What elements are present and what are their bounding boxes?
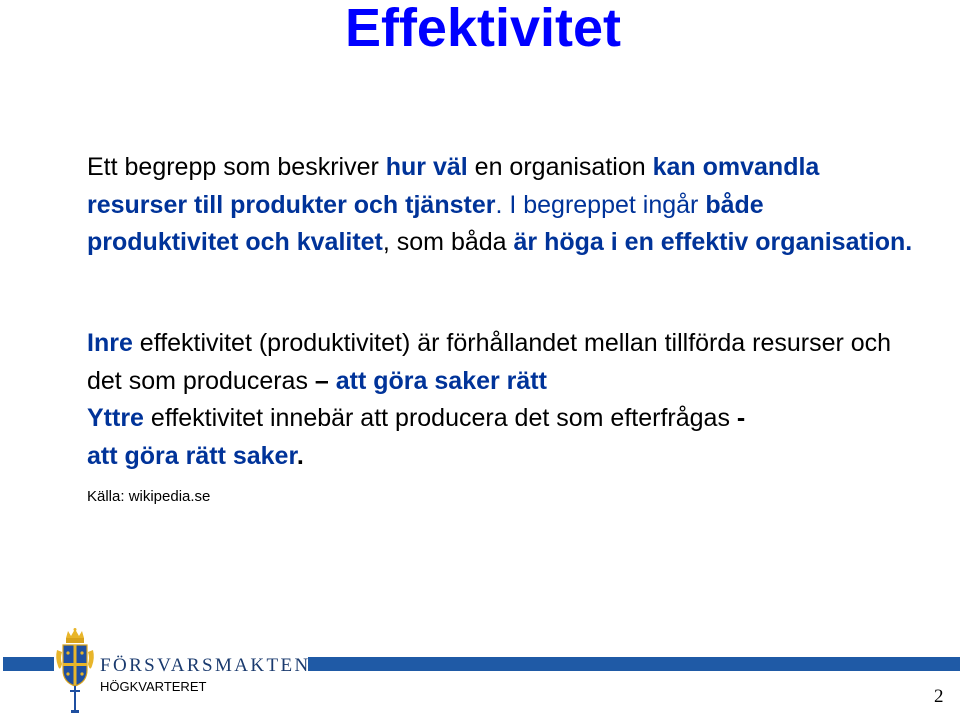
highlight-text: är höga i en effektiv organisation. (513, 228, 913, 256)
text-segment: effektivitet (produktivitet) är förhållandet mellan tillförda resurser och det som produceras (87, 329, 892, 395)
paragraph-inner-outer (87, 325, 917, 475)
source-citation: Källa: wikipedia.se (87, 488, 211, 505)
text-segment: Ett begrepp som beskriver (87, 153, 386, 181)
text-segment: , som båda (382, 228, 514, 256)
highlight-yttre: Yttre (87, 404, 144, 432)
dash: - (736, 404, 746, 432)
page-number: 2 (934, 686, 944, 707)
footer-bar-left (3, 657, 54, 671)
text-segment-period: . I begreppet ingår (495, 190, 706, 219)
slide-title: Effektivitet (344, 0, 622, 58)
highlight-inre: Inre (87, 329, 133, 357)
text-space (329, 367, 336, 395)
highlight-text: hur väl (385, 153, 468, 181)
text-segment: en organisation (467, 153, 653, 181)
highlight-text: kan omvandla resurser till produkter och tjänster (87, 153, 820, 219)
text-segment: effektivitet innebär att producera det som efterfrågas (143, 404, 737, 432)
highlight-text: att göra rätt saker (87, 441, 297, 470)
dash: – (314, 366, 329, 395)
period: . (296, 441, 304, 470)
footer-bar-right (308, 657, 960, 671)
crown-icon (66, 628, 84, 643)
coat-of-arms-icon (54, 628, 96, 714)
highlight-text: både produktivitet och kvalitet (87, 190, 764, 256)
paragraph-definition (87, 149, 917, 262)
sub-brand-name: HÖGKVARTERET (100, 679, 207, 694)
highlight-text: att göra saker rätt (335, 366, 547, 395)
brand-name: FÖRSVARSMAKTEN (100, 655, 311, 676)
